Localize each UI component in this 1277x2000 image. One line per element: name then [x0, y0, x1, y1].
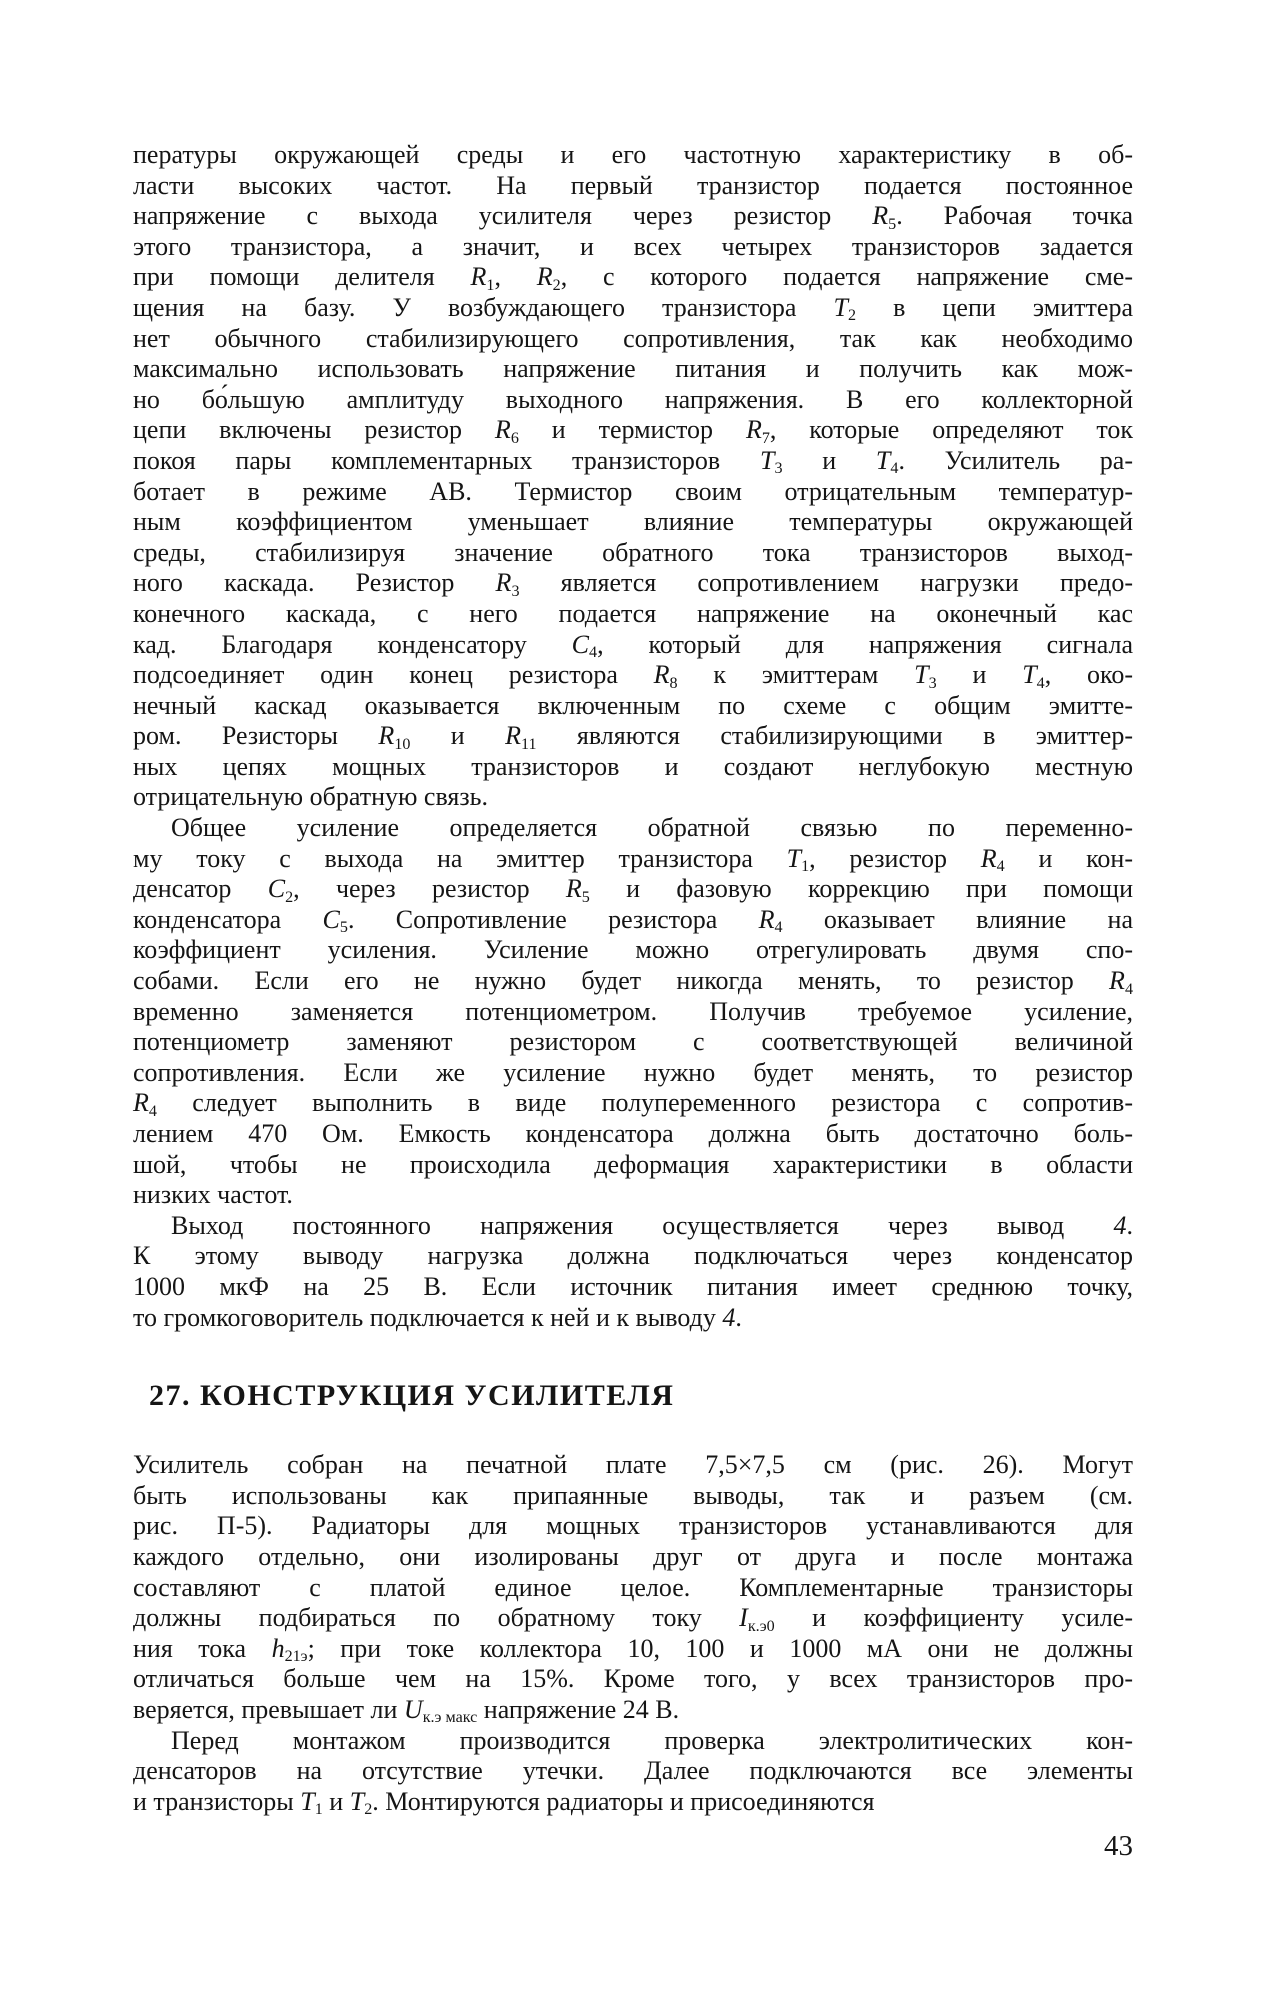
text-line: максимально использовать напряжение питания и получить как мож-: [133, 354, 1133, 384]
text-line: Выход постоянного напряжения осуществляется через вывод 4.: [171, 1210, 1133, 1240]
text-line: веряется, превышает ли $U_{к.э макс}$ напряжение 24 В.: [133, 1694, 680, 1727]
paragraph-feedback: [133, 813, 1133, 1211]
text-line: и транзисторы $Т_1$ и $Т_2$. Монтируются радиаторы и присоединяются: [133, 1786, 875, 1819]
text-line: этого транзистора, а значит, и всех четырех транзисторов задается: [133, 231, 1133, 261]
text-line: временно заменяется потенциометром. Получив требуемое усиление,: [133, 996, 1133, 1026]
text-line: ласти высоких частот. На первый транзистор подается постоянное: [133, 170, 1133, 200]
text-line: сопротивления. Если же усиление нужно будет менять, то резистор: [133, 1057, 1133, 1087]
text-line: но бо́льшую амплитуду выходного напряжения. В его коллекторной: [133, 384, 1133, 414]
text-line: ным коэффициентом уменьшает влияние температуры окружающей: [133, 507, 1133, 537]
text-line: шой, чтобы не происходила деформация характеристики в области: [133, 1149, 1133, 1179]
text-line: отрицательную обратную связь.: [133, 782, 488, 812]
text-line: му току с выхода на эмиттер транзистора $Т_1$, резистор $R_4$ и кон-: [133, 843, 1133, 876]
text-line: кад. Благодаря конденсатору $C_4$, который для напряжения сигнала: [133, 629, 1133, 661]
paragraph-dc-output: [133, 1211, 1133, 1333]
text-line: напряжение с выхода усилителя через резистор $R_5$. Рабочая точка: [133, 201, 1133, 233]
text-line: подсоединяет один конец резистора $R_8$ к эмиттерам $Т_3$ и $Т_4$, око-: [133, 660, 1133, 692]
text-line: конечного каскада, с него подается напряжение на оконечный кас: [133, 598, 1133, 628]
text-line: 1000 мкФ на 25 В. Если источник питания имеет среднюю точку,: [133, 1271, 1133, 1301]
text-line: Перед монтажом производится проверка электролитических кон-: [171, 1725, 1133, 1755]
text-line: нет обычного стабилизирующего сопротивления, так как необходимо: [133, 323, 1133, 353]
text-line: денсаторов на отсутствие утечки. Далее подключаются все элементы: [133, 1756, 1133, 1786]
text-line: ром. Резисторы $R_{10}$ и $R_{11}$ являются стабилизирующими в эмиттер-: [133, 721, 1133, 753]
paragraph-continuation: [133, 140, 1133, 813]
text-line: при помощи делителя $R_1$, $R_2$, с которого подается напряжение сме-: [133, 262, 1134, 294]
text-line: коэффициент усиления. Усиление можно отрегулировать двумя спо-: [133, 935, 1133, 965]
text-line: ных цепях мощных транзисторов и создают неглубокую местную: [133, 751, 1133, 781]
text-line: пературы окружающей среды и его частотную характеристику в об-: [133, 140, 1133, 169]
text-line: щения на базу. У возбуждающего транзистора $Т_2$ в цепи эмиттера: [133, 292, 1133, 325]
text-line: рис. П-5). Радиаторы для мощных транзисторов устанавливаются для: [133, 1511, 1133, 1541]
paragraph-assembly: [133, 1726, 1133, 1818]
text-line: должны подбираться по обратному току $I_{к.э0}$ и коэффициенту усиле-: [133, 1603, 1133, 1635]
text-line: отличаться больше чем на 15%. Кроме того, у всех транзисторов про-: [133, 1664, 1133, 1694]
text-line: ботает в режиме АВ. Термистор своим отрицательным температур-: [133, 476, 1133, 506]
text-line: потенциометр заменяют резистором с соответствующей величиной: [133, 1027, 1133, 1057]
text-line: быть использованы как припаянные выводы, так и разъем (см.: [133, 1480, 1133, 1510]
text-line: конденсатора $C_5$. Сопротивление резистора $R_4$ оказывает влияние на: [133, 904, 1134, 937]
text-line: каждого отдельно, они изолированы друг от друга и после монтажа: [133, 1541, 1133, 1571]
text-line: собами. Если его не нужно будет никогда менять, то резистор $R_4$: [133, 966, 1133, 998]
text-line: составляют с платой единое целое. Комплементарные транзисторы: [133, 1572, 1133, 1602]
text-column: [133, 140, 1133, 1817]
text-line: цепи включены резистор $R_6$ и термистор $R_7$, которые определяют ток: [133, 415, 1134, 447]
page-number: 43: [1104, 1830, 1133, 1862]
text-line: нечный каскад оказывается включенным по схеме с общим эмитте-: [133, 690, 1133, 720]
paragraph-construction: [133, 1450, 1133, 1725]
text-line: Усилитель собран на печатной плате 7,5×7,5 см (рис. 26). Могут: [133, 1450, 1133, 1480]
text-line: низких частот.: [133, 1180, 293, 1210]
text-line: Общее усиление определяется обратной связью по переменно-: [171, 813, 1133, 843]
text-line: то громкоговоритель подключается к ней и к выводу 4.: [133, 1302, 742, 1332]
text-line: лением 470 Ом. Емкость конденсатора должна быть достаточно боль-: [133, 1119, 1133, 1148]
text-line: денсатор $C_2$, через резистор $R_5$ и фазовую коррекцию при помощи: [133, 874, 1133, 906]
text-line: покоя пары комплементарных транзисторов $Т_3$ и $Т_4$. Усилитель ра-: [133, 445, 1133, 478]
text-line: ния тока $h_{21э}$; при токе коллектора 10, 100 и 1000 мА они не должны: [133, 1633, 1133, 1666]
text-line: $R_4$ следует выполнить в виде полупеременного резистора с сопротив-: [133, 1088, 1133, 1120]
text-line: ного каскада. Резистор $R_3$ является сопротивлением нагрузки предо-: [133, 568, 1133, 600]
text-line: К этому выводу нагрузка должна подключаться через конденсатор: [133, 1241, 1133, 1271]
section-heading: 27. КОНСТРУКЦИЯ УСИЛИТЕЛЯ: [149, 1379, 675, 1413]
text-line: среды, стабилизируя значение обратного тока транзисторов выход-: [133, 537, 1133, 567]
